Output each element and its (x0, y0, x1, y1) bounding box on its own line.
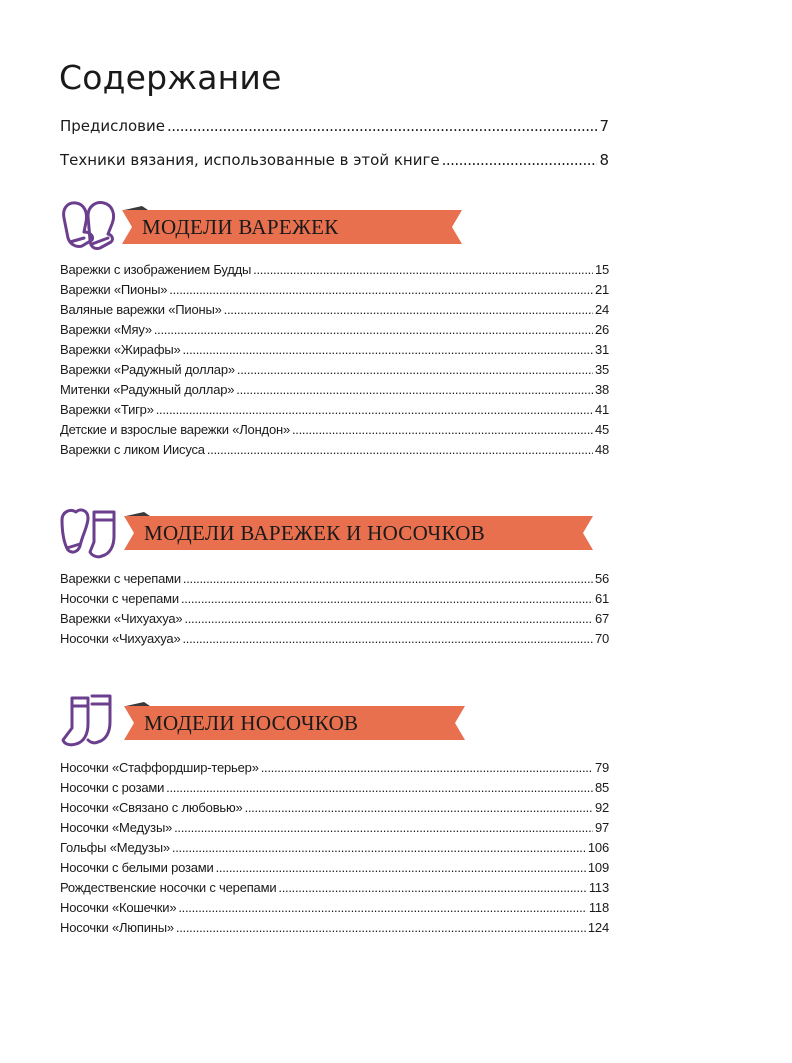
leader-dots (181, 591, 593, 606)
toc-entry[interactable] (60, 880, 609, 895)
toc-entry-page: 109 (587, 860, 609, 875)
leader-dots (278, 880, 586, 895)
toc-entry-page: 92 (594, 800, 609, 815)
leader-dots (169, 282, 593, 297)
section-ribbon (120, 702, 466, 740)
toc-entry-title: Детские и взрослые варежки «Лондон» (60, 422, 290, 437)
toc-entry-page: 118 (588, 900, 609, 915)
toc-entry[interactable] (60, 342, 609, 357)
toc-entry[interactable] (60, 382, 609, 397)
leader-dots (166, 780, 593, 795)
leader-dots (224, 302, 593, 317)
toc-entry-page: 8 (599, 151, 609, 169)
toc-entry-page: 56 (594, 571, 609, 586)
toc-entry-page: 21 (594, 282, 609, 297)
toc-entry[interactable] (60, 402, 609, 417)
toc-entry[interactable] (60, 900, 609, 915)
toc-entry-title: Варежки «Чихуахуа» (60, 611, 183, 626)
toc-entry[interactable] (60, 362, 609, 377)
leader-dots (167, 117, 597, 135)
toc-entry[interactable] (60, 117, 609, 135)
toc-entry-title: Рождественские носочки с черепами (60, 880, 277, 895)
toc-entry[interactable] (60, 800, 609, 815)
toc-entry-title: Митенки «Радужный доллар» (60, 382, 235, 397)
toc-entry[interactable] (60, 840, 609, 855)
toc-entry-title: Варежки с изображением Будды (60, 262, 252, 277)
toc-entry[interactable] (60, 760, 609, 775)
toc-entry[interactable] (60, 422, 609, 437)
leader-dots (156, 402, 593, 417)
leader-dots (261, 760, 593, 775)
toc-entry[interactable] (60, 780, 609, 795)
leader-dots (184, 611, 593, 626)
section-ribbon (120, 512, 594, 550)
toc-entry[interactable] (60, 860, 609, 875)
toc-entry-page: 67 (594, 611, 609, 626)
mitten-and-sock-icon (58, 506, 120, 562)
toc-entry-page: 15 (594, 262, 609, 277)
leader-dots (172, 840, 586, 855)
toc-entry-title: Валяные варежки «Пионы» (60, 302, 222, 317)
section-title: МОДЕЛИ ВАРЕЖЕК (142, 215, 339, 239)
toc-entry[interactable] (60, 820, 609, 835)
leader-dots (207, 442, 593, 457)
leader-dots (237, 362, 593, 377)
toc-entry-title: Носочки «Связано с любовью» (60, 800, 243, 815)
leader-dots (292, 422, 593, 437)
toc-entry-title: Варежки «Радужный доллар» (60, 362, 235, 377)
leader-dots (245, 800, 593, 815)
leader-dots (174, 820, 593, 835)
section-ribbon (118, 206, 463, 244)
toc-entry-page: 48 (594, 442, 609, 457)
toc-entry-title: Гольфы «Медузы» (60, 840, 170, 855)
toc-entry-title: Варежки с черепами (60, 571, 181, 586)
mittens-icon (58, 198, 120, 254)
toc-entry-page: 35 (594, 362, 609, 377)
toc-entry[interactable] (60, 920, 609, 935)
socks-icon (58, 694, 120, 750)
toc-entry[interactable] (60, 571, 609, 586)
toc-entry-title: Носочки «Кошечки» (60, 900, 177, 915)
toc-entry-title: Предисловие (60, 117, 165, 135)
page-title: Содержание (59, 58, 282, 97)
toc-entry-title: Варежки «Тигр» (60, 402, 154, 417)
leader-dots (154, 322, 593, 337)
toc-entry-page: 124 (587, 920, 609, 935)
toc-entry-title: Носочки с белыми розами (60, 860, 214, 875)
toc-entry-title: Варежки «Мяу» (60, 322, 152, 337)
toc-entry-page: 106 (587, 840, 609, 855)
toc-entry[interactable] (60, 611, 609, 626)
toc-entry-title: Носочки «Люпины» (60, 920, 174, 935)
toc-entry-title: Носочки «Медузы» (60, 820, 173, 835)
section-title: МОДЕЛИ ВАРЕЖЕК И НОСОЧКОВ (144, 521, 486, 545)
toc-entry[interactable] (60, 302, 609, 317)
toc-entry-page: 24 (594, 302, 609, 317)
toc-entry-page: 45 (594, 422, 609, 437)
toc-entry-title: Варежки «Пионы» (60, 282, 168, 297)
leader-dots (183, 342, 593, 357)
toc-entry[interactable] (60, 591, 609, 606)
leader-dots (178, 900, 587, 915)
toc-entry-page: 70 (594, 631, 609, 646)
toc-entry-page: 7 (599, 117, 609, 135)
toc-entry-title: Носочки с черепами (60, 591, 179, 606)
toc-entry[interactable] (60, 282, 609, 297)
leader-dots (253, 262, 593, 277)
toc-entry-title: Носочки «Стаффордшир-терьер» (60, 760, 259, 775)
toc-entry-title: Носочки «Чихуахуа» (60, 631, 181, 646)
toc-entry-page: 113 (588, 880, 609, 895)
toc-entry-page: 85 (594, 780, 609, 795)
toc-entry-title: Носочки с розами (60, 780, 165, 795)
leader-dots (442, 151, 598, 169)
toc-entry[interactable] (60, 631, 609, 646)
leader-dots (183, 571, 593, 586)
toc-entry[interactable] (60, 151, 609, 169)
leader-dots (236, 382, 593, 397)
leader-dots (176, 920, 586, 935)
toc-entry-page: 41 (594, 402, 609, 417)
toc-entry-page: 79 (594, 760, 609, 775)
toc-entry[interactable] (60, 322, 609, 337)
toc-entry-title: Техники вязания, использованные в этой книге (60, 151, 440, 169)
toc-entry[interactable] (60, 262, 609, 277)
toc-entry-page: 38 (594, 382, 609, 397)
toc-entry-title: Варежки «Жирафы» (60, 342, 181, 357)
section-title: МОДЕЛИ НОСОЧКОВ (144, 711, 359, 735)
toc-entry-page: 97 (594, 820, 609, 835)
toc-entry-page: 26 (594, 322, 609, 337)
leader-dots (216, 860, 586, 875)
toc-entry-page: 31 (594, 342, 609, 357)
toc-entry-page: 61 (594, 591, 609, 606)
leader-dots (183, 631, 593, 646)
toc-entry[interactable] (60, 442, 609, 457)
toc-entry-title: Варежки с ликом Иисуса (60, 442, 205, 457)
